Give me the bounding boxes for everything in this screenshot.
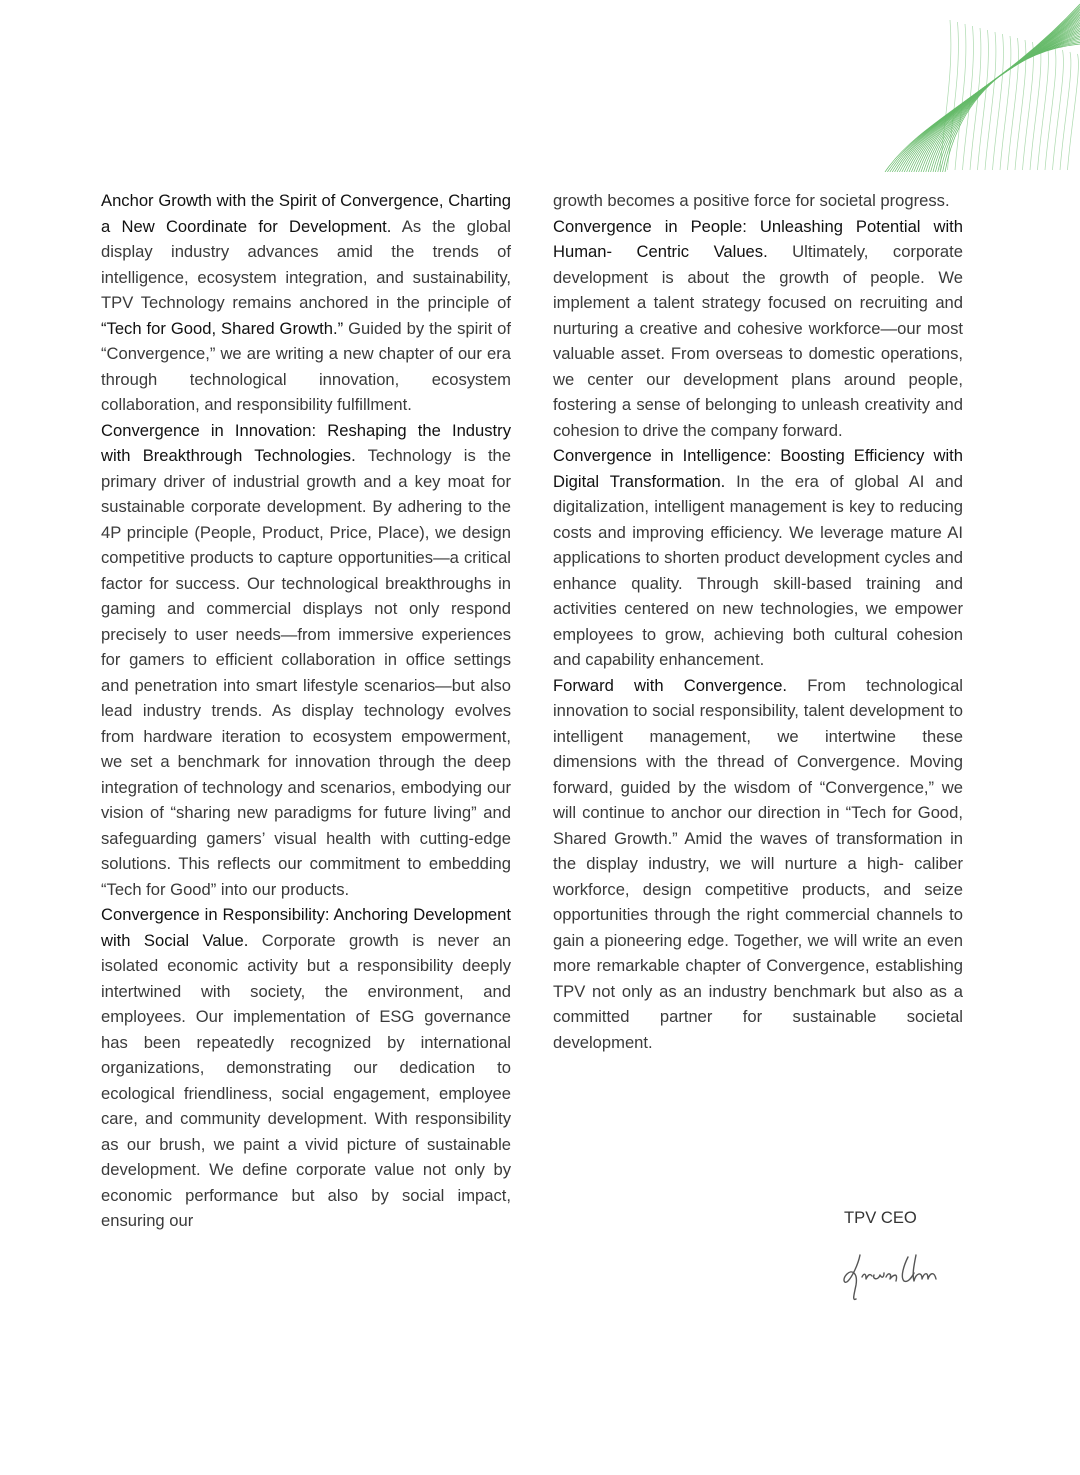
- paragraph-body: Ultimately, corporate development is about the growth of people. We implement a talent strategy focused on recruiting and nurturing a creative and cohesive workforce—our most valuable asset. From overseas to domestic operations, we center our development plans around people, fostering a sense of belonging to unleash creativity and cohesion to drive the company forward.: [553, 242, 963, 440]
- paragraph-heading: Convergence in Responsibility: Anchoring Development with Social Value.: [101, 905, 511, 950]
- paragraph-anchor-growth: [101, 188, 511, 418]
- paragraph-heading: Convergence in Intelligence: Boosting Efficiency with Digital Transformation.: [553, 446, 963, 491]
- paragraph-body: As the global display industry advances amid the trends of intelligence, ecosystem integration, and sustainability, TPV Technology remains anchored in the principle of: [101, 216, 511, 312]
- paragraph-responsibility: [101, 902, 511, 1234]
- paragraph-intelligence: [553, 443, 963, 673]
- decorative-wave-mesh: [880, 0, 1080, 172]
- paragraph-people: [553, 214, 963, 444]
- letter-right-column: [553, 188, 963, 1055]
- paragraph-heading: Convergence in People: Unleashing Potential with Human- Centric Values.: [553, 216, 963, 261]
- wave-line: [926, 31, 1080, 172]
- paragraph-heading: Convergence in Innovation: Reshaping the Industry with Breakthrough Technologies.: [101, 420, 511, 465]
- paragraph-body: Technology is the primary driver of industrial growth and a key moat for sustainable corporate development. By adhering to the 4P principle (People, Product, Price, Place), we design competitive products to capture opportunities—a critical factor for success. Our technological breakthroughs in gaming and commercial displays not only respond precisely to user needs—from immersive experiences for gamers to efficient collaboration in office settings and penetration into smart lifestyle scenarios—but also lead industry trends. As display technology evolves from hardware iteration to ecosystem empowerment, we set a benchmark for innovation through the deep integration of technology and scenarios, embodying our vision of “sharing new paradigms for future living” and safeguarding gamers’ visual health with cutting-edge solutions. This reflects our commitment to embedding “Tech for Good” into our products.: [101, 446, 512, 899]
- wave-line: [935, 38, 1080, 172]
- paragraph-body: From technological innovation to social responsibility, talent development to intelligent management, we intertwine these dimensions with the thread of Convergence. Moving forward, guided by the wisdom of “Convergence,” we will continue to anchor our direction in “Tech for Good, Shared Growth.” Amid the waves of transformation in the display industry, we will nurture a high- caliber workforce, design competitive products, and seize opportunities through the right commercial channels to gain a pioneering edge. Together, we will write an even more remarkable chapter of Convergence, establishing TPV not only as an industry benchmark but also as a committed partner for sustainable societal development.: [553, 675, 963, 1052]
- paragraph-quote: “Tech for Good, Shared Growth.”: [101, 318, 344, 338]
- paragraph-innovation: [101, 418, 511, 903]
- paragraph-continuation: [553, 188, 963, 214]
- paragraph-body-continued: Guided by the spirit of “Convergence,” we are writing a new chapter of our era through technological innovation, ecosystem collaboration, and responsibility fulfillment.: [101, 318, 512, 414]
- mesh-line: [1068, 54, 1079, 170]
- paragraph-forward: [553, 673, 963, 1056]
- paragraph-heading: Anchor Growth with the Spirit of Convergence, Charting a New Coordinate for Development.: [101, 191, 511, 236]
- letter-left-column: [101, 188, 511, 1234]
- signature: [838, 1243, 950, 1307]
- paragraph-body: Corporate growth is never an isolated economic activity but a responsibility deeply intertwined with society, the environment, and employees. Our implementation of ESG governance has been repeatedly recognized by international organizations, demonstrating our dedication to ecological friendliness, social engagement, employee care, and community development. With responsibility as our brush, we paint a vivid picture of sustainable development. We define corporate value not only by economic performance but also by social impact, ensuring our: [101, 930, 511, 1230]
- signoff-title: TPV CEO: [844, 1208, 917, 1227]
- paragraph-body: In the era of global AI and digitalization, intelligent management is key to reducing costs and improving efficiency. We leverage mature AI applications to shorten product development cycles and enhance quality. Through skill-based training and activities centered on new technologies, we empower employees to grow, achieving both cultural cohesion and capability enhancement.: [553, 471, 963, 669]
- wave-line: [921, 28, 1080, 172]
- wave-line: [933, 36, 1080, 172]
- paragraph-body: growth becomes a positive force for societal progress.: [553, 191, 950, 210]
- wave-line: [931, 34, 1080, 172]
- paragraph-heading: Forward with Convergence.: [553, 675, 788, 695]
